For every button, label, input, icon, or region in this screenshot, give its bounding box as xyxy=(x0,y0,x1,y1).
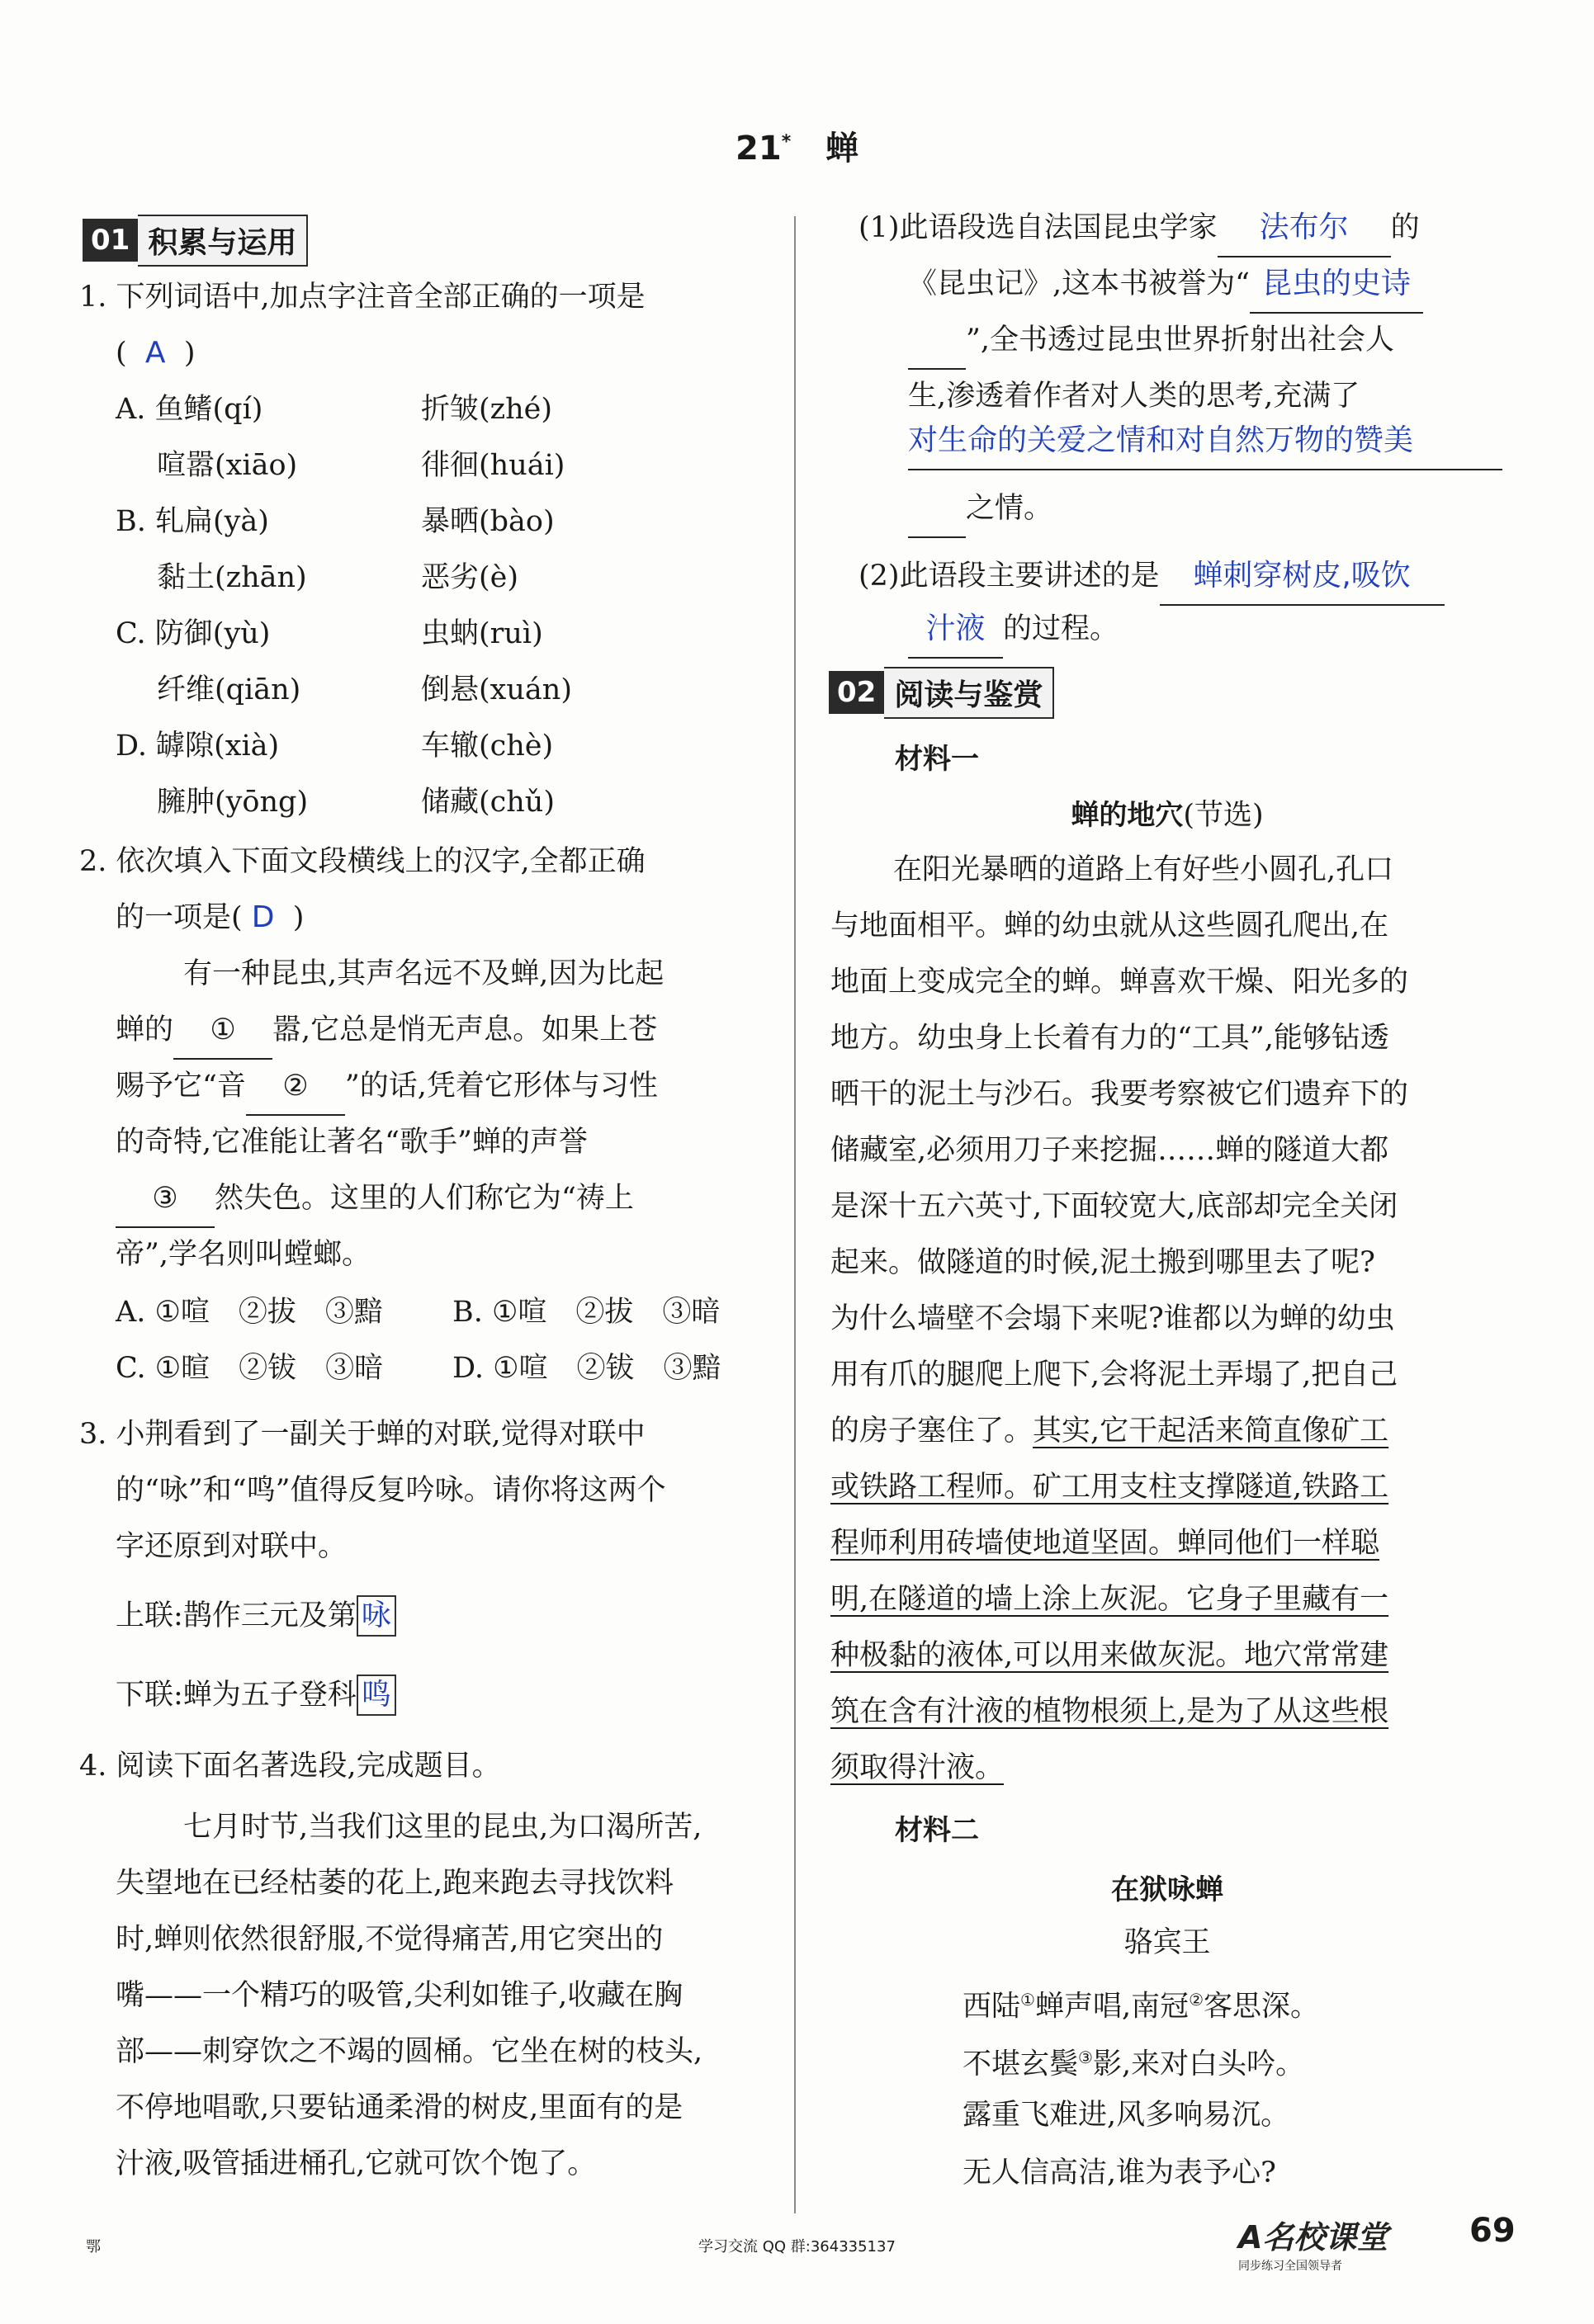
q4-passage-line: 汁液,吸管插进桶孔,它就可饮个饱了。 xyxy=(116,2147,597,2180)
q4-passage-line: 七月时节,当我们这里的昆虫,为口渴所苦, xyxy=(183,1811,702,1844)
answer-content-2: 汁液 xyxy=(908,601,1003,659)
blank-1: ① xyxy=(173,1002,272,1060)
underlined-text: 程师利用砖墙使地道坚固。蝉同他们一样聪 xyxy=(830,1527,1380,1560)
footer-region-mark: 鄂 xyxy=(86,2238,101,2256)
poem-line: 露重飞难进,风多响易沉。 xyxy=(963,2099,1290,2132)
q1-stem: 1. 下列词语中,加点字注音全部正确的一项是 xyxy=(79,281,646,314)
answer-theme: 对生命的关爱之情和对自然万物的赞美 xyxy=(908,413,1502,470)
blank-2: ② xyxy=(246,1058,345,1116)
q4-sub1-line4: 生,渗透着作者对人类的思考,充满了 xyxy=(908,380,1360,413)
section-number: 01 xyxy=(83,219,138,262)
poem-author: 骆宾王 xyxy=(1123,1926,1211,1959)
section-number: 02 xyxy=(829,671,884,714)
poem-title: 在狱咏蝉 xyxy=(1111,1873,1223,1906)
column-divider xyxy=(794,216,796,2213)
lesson-title: 21* 蝉 xyxy=(736,130,858,168)
q2-passage-line: ③ 然失色。这里的人们称它为“祷上 xyxy=(116,1170,634,1228)
q1-answer: A xyxy=(144,336,166,370)
q2-option-a: A. ①喧 ②拔 ③黯 xyxy=(116,1296,383,1329)
answer-content: 蝉刺穿树皮,吸饮 xyxy=(1160,548,1445,606)
page-number: 69 xyxy=(1469,2212,1516,2250)
section-badge-02 xyxy=(829,668,1054,716)
underlined-text: 或铁路工程师。矿工用支柱支撑隧道,铁路工 xyxy=(830,1471,1389,1504)
underlined-text: 须取得汁液。 xyxy=(830,1751,1005,1784)
q4-sub1-line6: 之情。 xyxy=(908,480,1052,538)
q4-stem: 4. 阅读下面名著选段,完成题目。 xyxy=(79,1750,501,1783)
q2-passage-line: 有一种昆虫,其声名远不及蝉,因为比起 xyxy=(183,957,665,990)
q4-passage-line: 嘴——一个精巧的吸管,尖利如锥子,收藏在胸 xyxy=(116,1979,683,2012)
q3-stem: 3. 小荆看到了一副关于蝉的对联,觉得对联中 xyxy=(79,1418,646,1451)
material1-line: 储藏室,必须用刀子来挖掘……蝉的隧道大都 xyxy=(830,1134,1389,1167)
q1-option: A. 鱼鳍(qí) xyxy=(116,393,263,426)
material1-line: 的房子塞住了。其实,它干起活来简直像矿工 xyxy=(830,1415,1389,1448)
material1-label: 材料一 xyxy=(895,743,979,776)
underlined-text: 明,在隧道的墙上涂上灰泥。它身子里藏有一 xyxy=(830,1583,1389,1616)
q4-passage-line: 部——刺穿饮之不竭的圆桶。它坐在树的枝头, xyxy=(116,2035,703,2068)
footer-qq-group: 学习交流 QQ 群:364335137 xyxy=(698,2238,896,2256)
poem-line: 无人信高洁,谁为表予心? xyxy=(963,2156,1276,2189)
section-label: 积累与运用 xyxy=(138,215,308,267)
q2-answer: D xyxy=(251,900,275,934)
q4-sub2-line1: (2)此语段主要讲述的是 蝉刺穿树皮,吸饮 xyxy=(858,548,1445,606)
answer-author: 法布尔 xyxy=(1218,200,1391,257)
q4-sub1-line2: 《昆虫记》,这本书被誉为“ 昆虫的史诗 xyxy=(908,256,1423,314)
q1-option: 纤维(qiān) xyxy=(157,673,301,706)
material1-title: 蝉的地穴(节选) xyxy=(1071,799,1264,832)
q2-stem: 2. 依次填入下面文段横线上的汉字,全都正确 xyxy=(79,845,646,878)
q3-stem-3: 字还原到对联中。 xyxy=(116,1530,348,1563)
couplet-lower: 下联:蝉为五子登科 鸣 xyxy=(116,1667,396,1723)
q1-option: 恶劣(è) xyxy=(421,561,519,594)
q4-passage-line: 时,蝉则依然很舒服,不觉得痛苦,用它突出的 xyxy=(116,1923,664,1956)
q1-option: 储藏(chǔ) xyxy=(421,786,555,819)
material1-line: 是深十五六英寸,下面较宽大,底部却完全关闭 xyxy=(830,1190,1398,1223)
q1-option: 倒悬(xuán) xyxy=(421,673,572,706)
underlined-text: 种极黏的液体,可以用来做灰泥。地穴常常建 xyxy=(830,1639,1389,1672)
material2-label: 材料二 xyxy=(895,1814,979,1847)
q4-sub1-line5 xyxy=(908,413,1502,470)
underlined-text: 筑在含有汁液的植物根须上,是为了从这些根 xyxy=(830,1695,1389,1728)
q2-passage-line: 赐予它“音 ② ”的话,凭着它形体与习性 xyxy=(116,1058,658,1116)
material1-line: 地方。幼虫身上长着有力的“工具”,能够钻透 xyxy=(830,1022,1389,1055)
section-label: 阅读与鉴赏 xyxy=(884,667,1054,719)
couplet-upper-answer: 咏 xyxy=(357,1595,396,1637)
publisher-logo: A名校课堂 同步练习全国领导者 xyxy=(1238,2219,1388,2273)
section-badge-01 xyxy=(83,216,308,264)
material1-line: 用有爪的腿爬上爬下,会将泥土弄塌了,把自己 xyxy=(830,1358,1398,1391)
q1-option: 折皱(zhé) xyxy=(421,393,553,426)
q1-option: 虫蚋(ruì) xyxy=(421,617,543,650)
couplet-lower-answer: 鸣 xyxy=(357,1675,396,1716)
q1-option: C. 防御(yù) xyxy=(116,617,271,650)
material1-line: 在阳光暴晒的道路上有好些小圆孔,孔口 xyxy=(893,853,1394,886)
material1-line: 与地面相平。蝉的幼虫就从这些圆孔爬出,在 xyxy=(830,909,1389,942)
q1-answer-line: ( A ) xyxy=(116,336,196,370)
q1-option: 喧嚣(xiāo) xyxy=(157,449,298,482)
q2-passage-line: 蝉的 ① 嚣,它总是悄无声息。如果上苍 xyxy=(116,1002,657,1060)
poem-line: 西陆①蝉声唱,南冠②客思深。 xyxy=(963,1990,1320,2024)
q1-option: 车辙(chè) xyxy=(421,730,554,763)
material1-line: 为什么墙壁不会塌下来呢?谁都以为蝉的幼虫 xyxy=(830,1302,1395,1335)
q2-option-d: D. ①喧 ②钹 ③黯 xyxy=(452,1352,721,1385)
blank-3: ③ xyxy=(116,1170,215,1228)
answer-book-praise: 昆虫的史诗 xyxy=(1250,256,1423,314)
q4-passage-line: 不停地唱歌,只要钻通柔滑的树皮,里面有的是 xyxy=(116,2091,683,2124)
q1-option: 臃肿(yōng) xyxy=(157,786,309,819)
q1-option: D. 罅隙(xià) xyxy=(116,730,280,763)
q2-option-b: B. ①喧 ②拔 ③暗 xyxy=(452,1296,721,1329)
couplet-upper: 上联:鹊作三元及第 咏 xyxy=(116,1588,396,1644)
q2-stem-2: 的一项是( D ) xyxy=(116,900,305,934)
material1-line: 地面上变成完全的蝉。蝉喜欢干燥、阳光多的 xyxy=(830,966,1409,999)
q2-passage-line: 的奇特,它准能让著名“歌手”蝉的声誉 xyxy=(116,1126,588,1159)
q4-sub1-line3: ”,全书透过昆虫世界折射出社会人 xyxy=(908,312,1394,370)
poem-line: 不堪玄鬓③影,来对白头吟。 xyxy=(963,2048,1305,2081)
material1-line: 起来。做隧道的时候,泥土搬到哪里去了呢? xyxy=(830,1246,1375,1279)
q2-passage-line: 帝”,学名则叫螳螂。 xyxy=(116,1238,371,1271)
q1-option: 暴晒(bào) xyxy=(421,505,555,538)
q2-option-c: C. ①暄 ②钹 ③暗 xyxy=(116,1352,384,1385)
q1-option: B. 轧扁(yà) xyxy=(116,505,269,538)
material1-line: 晒干的泥土与沙石。我要考察被它们遗弃下的 xyxy=(830,1078,1409,1111)
q4-sub1-line1: (1)此语段选自法国昆虫学家 法布尔 的 xyxy=(858,200,1420,257)
underlined-text: 其实,它干起活来简直像矿工 xyxy=(1033,1415,1389,1448)
q4-sub2-line2: 汁液 的过程。 xyxy=(908,601,1119,659)
q1-option: 黏土(zhān) xyxy=(157,561,307,594)
q1-option: 徘徊(huái) xyxy=(421,449,565,482)
q4-passage-line: 失望地在已经枯萎的花上,跑来跑去寻找饮料 xyxy=(116,1867,674,1900)
q3-stem-2: 的“咏”和“鸣”值得反复吟咏。请你将这两个 xyxy=(116,1474,666,1507)
